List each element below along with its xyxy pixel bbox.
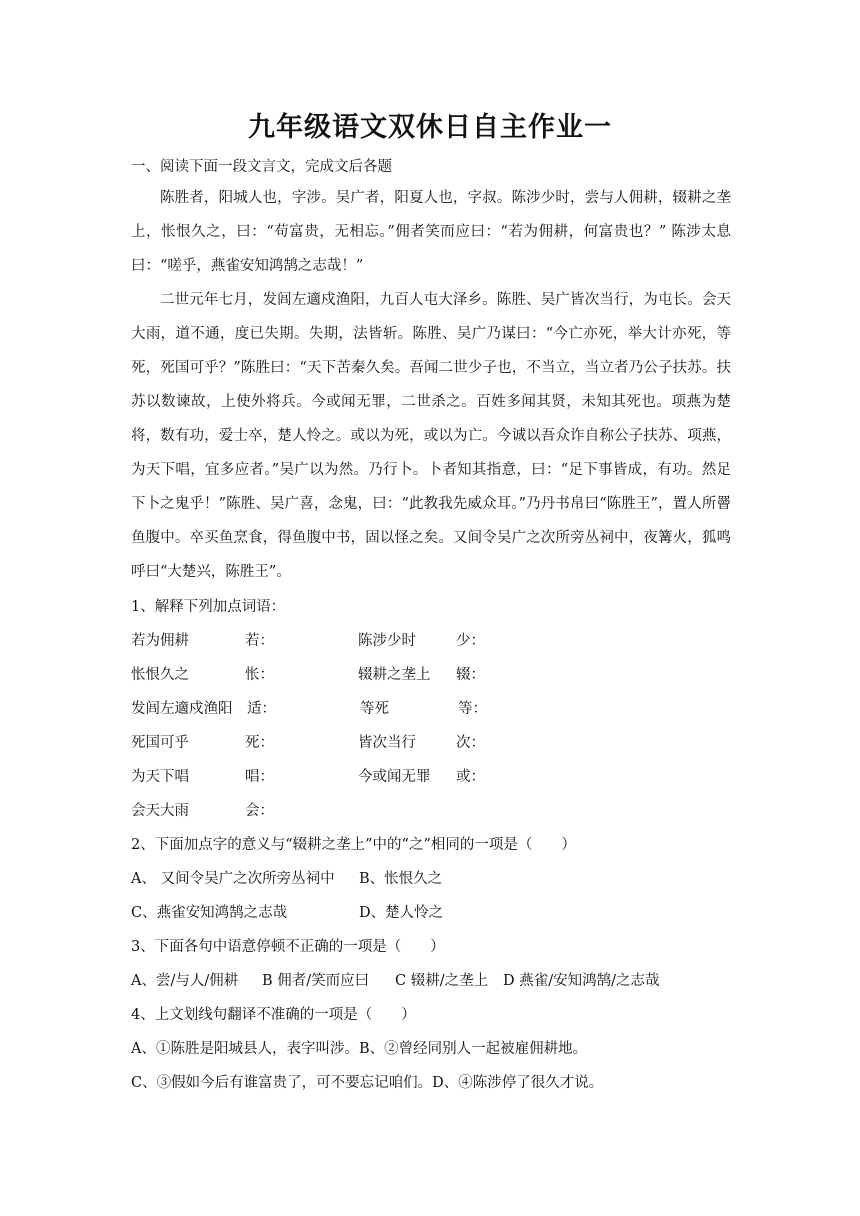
option-a: A、 又间令吴广之次所旁丛祠中	[131, 871, 335, 887]
option-c: C 辍耕/之垄上	[395, 973, 489, 989]
vocab-phrase: 等死	[360, 701, 389, 717]
vocab-term: 等：	[458, 701, 487, 717]
vocab-term: 唱：	[245, 769, 274, 785]
vocab-phrase: 怅恨久之	[131, 667, 189, 683]
option-a: A、尝/与人/佣耕	[131, 973, 239, 989]
vocab-phrase: 陈涉少时	[358, 633, 416, 649]
question-3-stem: 3、下面各句中语意停顿不正确的一项是（ ）	[131, 939, 445, 955]
vocab-phrase: 辍耕之垄上	[358, 667, 431, 683]
question-4-options-ab: A、①陈胜是阳城县人，表字叫涉。B、②曾经同别人一起被雇佣耕地。	[131, 1041, 588, 1057]
option-d: D 燕雀/安知鸿鹄/之志哉	[503, 973, 660, 989]
passage-paragraph-2: 二世元年七月，发闾左適戍渔阳，九百人屯大泽乡。陈胜、吴广皆次当行，为屯长。会天大雨，道不通，度已失期。失期，法皆斩。陈胜、吴广乃谋曰：“今亡亦死，举大计亦死，等死，死国可乎？”陈胜曰：“天下苦秦久矣。吾闻二世少子也，不当立，当立者乃公子扶苏。扶苏以数谏故，上使外将兵。今或闻无罪，二世杀之。百姓多闻其贤，未知其死也。项燕为楚将，数有功，爱士卒，楚人怜之。或以为死，或以为亡。今诚以吾众诈自称公子扶苏、项燕，为天下唱，宜多应者。”吴广以为然。乃行卜。卜者知其指意，曰：“足下事皆成，有功。然足下卜之鬼乎！”陈胜、吴广喜，念鬼，曰：“此教我先威众耳。”乃丹书帛曰“陈胜王”，置人所罾鱼腹中。卒买鱼烹食，得鱼腹中书，固以怪之矣。又间令吴广之次所旁丛祠中，夜篝火，狐鸣呼曰“大楚兴，陈胜王”。	[131, 292, 731, 580]
question-1-stem: 1、解释下列加点词语：	[131, 599, 286, 615]
section-heading: 一、阅读下面一段文言文，完成文后各题	[131, 159, 392, 175]
vocab-phrase: 死国可乎	[131, 735, 189, 751]
option-d: D、楚人怜之	[359, 905, 444, 921]
vocab-term: 会：	[245, 803, 274, 819]
option-b: B 佣者/笑而应曰	[262, 973, 370, 989]
vocab-term: 怅：	[245, 667, 274, 683]
vocab-term: 少：	[456, 633, 485, 649]
vocab-phrase: 皆次当行	[358, 735, 416, 751]
question-4-options-cd: C、③假如今后有谁富贵了，可不要忘记咱们。D、④陈涉停了很久才说。	[131, 1075, 604, 1091]
vocab-phrase: 发闾左適戍渔阳	[131, 701, 233, 717]
question-2-stem: 2、下面加点字的意义与“辍耕之垄上”中的“之”相同的一项是（ ）	[131, 837, 576, 853]
passage-paragraph-1: 陈胜者，阳城人也，字涉。吴广者，阳夏人也，字叔。陈涉少时，尝与人佣耕，辍耕之垄上，怅恨久之，曰：“苟富贵，无相忘。”佣者笑而应曰：“若为佣耕，何富贵也？” 陈涉太息曰：“嗟乎，燕雀安知鸿鹄之志哉！”	[131, 190, 731, 274]
vocab-term: 若：	[245, 633, 274, 649]
vocab-term: 辍：	[456, 667, 485, 683]
question-4-stem: 4、上文划线句翻译不准确的一项是（ ）	[131, 1007, 416, 1023]
vocab-phrase: 为天下唱	[131, 769, 189, 785]
option-c: C、燕雀安知鸿鹄之志哉	[131, 905, 288, 921]
vocab-phrase: 若为佣耕	[131, 633, 189, 649]
vocab-term: 次：	[456, 735, 485, 751]
vocab-phrase: 会天大雨	[131, 803, 189, 819]
vocab-phrase: 今或闻无罪	[358, 769, 431, 785]
page-title: 九年级语文双休日自主作业一	[248, 112, 612, 143]
vocab-term: 或：	[456, 769, 485, 785]
vocab-term: 适：	[247, 701, 276, 717]
option-b: B、怅恨久之	[359, 871, 443, 887]
vocab-term: 死：	[245, 735, 274, 751]
